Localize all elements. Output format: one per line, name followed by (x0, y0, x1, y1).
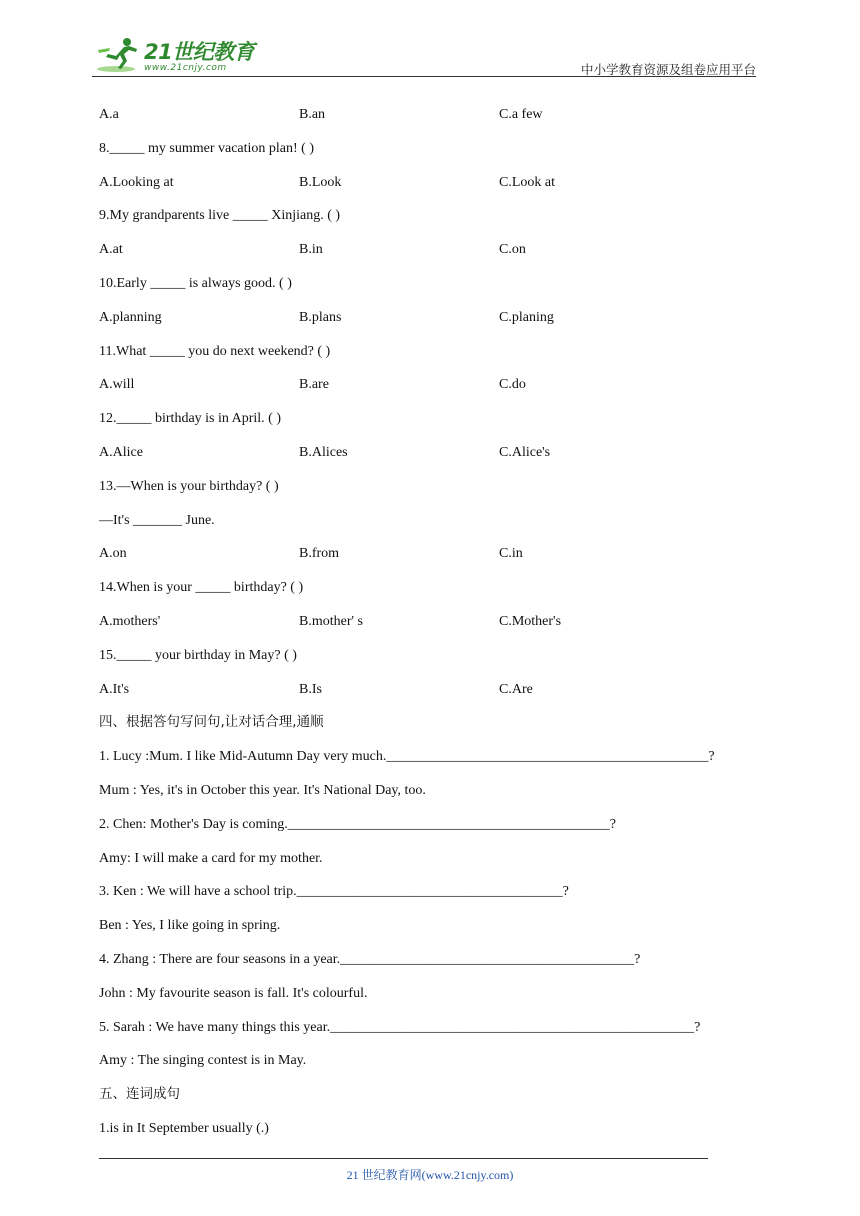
question-line: 1. Lucy :Mum. I like Mid-Autumn Day very much.______________________________________________? (99, 749, 715, 765)
option-b: B.Is (299, 681, 322, 697)
option-b: B.mother' s (299, 613, 363, 629)
option-c: C.Look at (499, 174, 555, 190)
page-header (92, 30, 756, 78)
option-a: A.Alice (99, 444, 143, 460)
question-line: 5. Sarah : We have many things this year.____________________________________________________? (99, 1019, 701, 1035)
logo-text: 21世纪教育 (144, 40, 255, 64)
answer-options-row (99, 673, 759, 707)
header-divider (92, 76, 756, 77)
option-b: B.Look (299, 174, 342, 190)
option-b: B.from (299, 546, 340, 562)
question-line: Ben : Yes, I like going in spring. (99, 918, 281, 934)
answer-options-row (99, 368, 759, 402)
option-a: A.Looking at (99, 174, 174, 190)
option-c: C.on (499, 242, 526, 258)
option-b: B.in (299, 242, 323, 258)
question-line: 9.My grandparents live _____ Xinjiang. ( ) (99, 208, 341, 224)
question-line: 13.—When is your birthday? ( ) (99, 478, 279, 494)
option-b: B.an (299, 107, 326, 122)
option-c: C.planing (499, 309, 554, 325)
option-c: C.in (499, 546, 523, 562)
section-heading: 四、根据答句写问句,让对话合理,通顺 (99, 714, 324, 731)
platform-name: 中小学教育资源及组卷应用平台 (580, 63, 756, 77)
question-line: 3. Ken : We will have a school trip.______________________________________? (99, 884, 569, 900)
answer-options-row (99, 166, 759, 200)
option-a: A.mothers' (99, 613, 161, 629)
option-c: C.Alice's (499, 444, 551, 460)
question-line: 1.is in It September usually (.) (99, 1120, 269, 1136)
option-a: A.on (99, 546, 127, 562)
question-line: —It's _______ June. (99, 512, 215, 528)
worksheet-content (99, 98, 759, 1146)
option-a: A.It's (99, 681, 130, 697)
option-b: B.are (299, 377, 329, 393)
answer-options-row (99, 233, 759, 267)
option-a: A.a (99, 107, 119, 122)
section-heading: 五、连词成句 (99, 1086, 180, 1103)
footer-divider (99, 1158, 708, 1159)
option-a: A.will (99, 377, 135, 393)
question-line: 4. Zhang : There are four seasons in a year.__________________________________________? (99, 951, 641, 967)
question-line: Amy : The singing contest is in May. (99, 1053, 307, 1069)
answer-options-row (99, 98, 759, 132)
answer-options-row (99, 301, 759, 335)
logo-url: www.21cnjy.com (144, 63, 227, 73)
option-c: C.Are (499, 681, 533, 697)
answer-options-row (99, 537, 759, 571)
question-line: 12._____ birthday is in April. ( ) (99, 411, 281, 427)
option-a: A.planning (99, 309, 162, 325)
option-b: B.plans (299, 309, 342, 325)
question-line: Mum : Yes, it's in October this year. It's National Day, too. (99, 782, 426, 798)
option-c: C.Mother's (499, 613, 562, 629)
question-line: 10.Early _____ is always good. ( ) (99, 275, 292, 291)
question-line: Amy: I will make a card for my mother. (99, 850, 323, 866)
question-line: 11.What _____ you do next weekend? ( ) (99, 343, 331, 359)
question-line: 8._____ my summer vacation plan! ( ) (99, 140, 315, 156)
footer-link[interactable]: 21 世纪教育网(www.21cnjy.com) (346, 1168, 514, 1182)
question-line: 2. Chen: Mother's Day is coming.______________________________________________? (99, 816, 616, 832)
option-b: B.Alices (299, 444, 348, 460)
question-line: 14.When is your _____ birthday? ( ) (99, 580, 304, 596)
option-a: A.at (99, 242, 123, 258)
option-c: C.a few (499, 107, 543, 122)
question-line: 15._____ your birthday in May? ( ) (99, 647, 297, 663)
question-line: John : My favourite season is fall. It's colourful. (99, 985, 368, 1001)
site-logo[interactable] (92, 32, 262, 76)
answer-options-row (99, 436, 759, 470)
option-c: C.do (499, 377, 526, 393)
runner-logo-icon (96, 36, 142, 74)
answer-options-row (99, 605, 759, 639)
